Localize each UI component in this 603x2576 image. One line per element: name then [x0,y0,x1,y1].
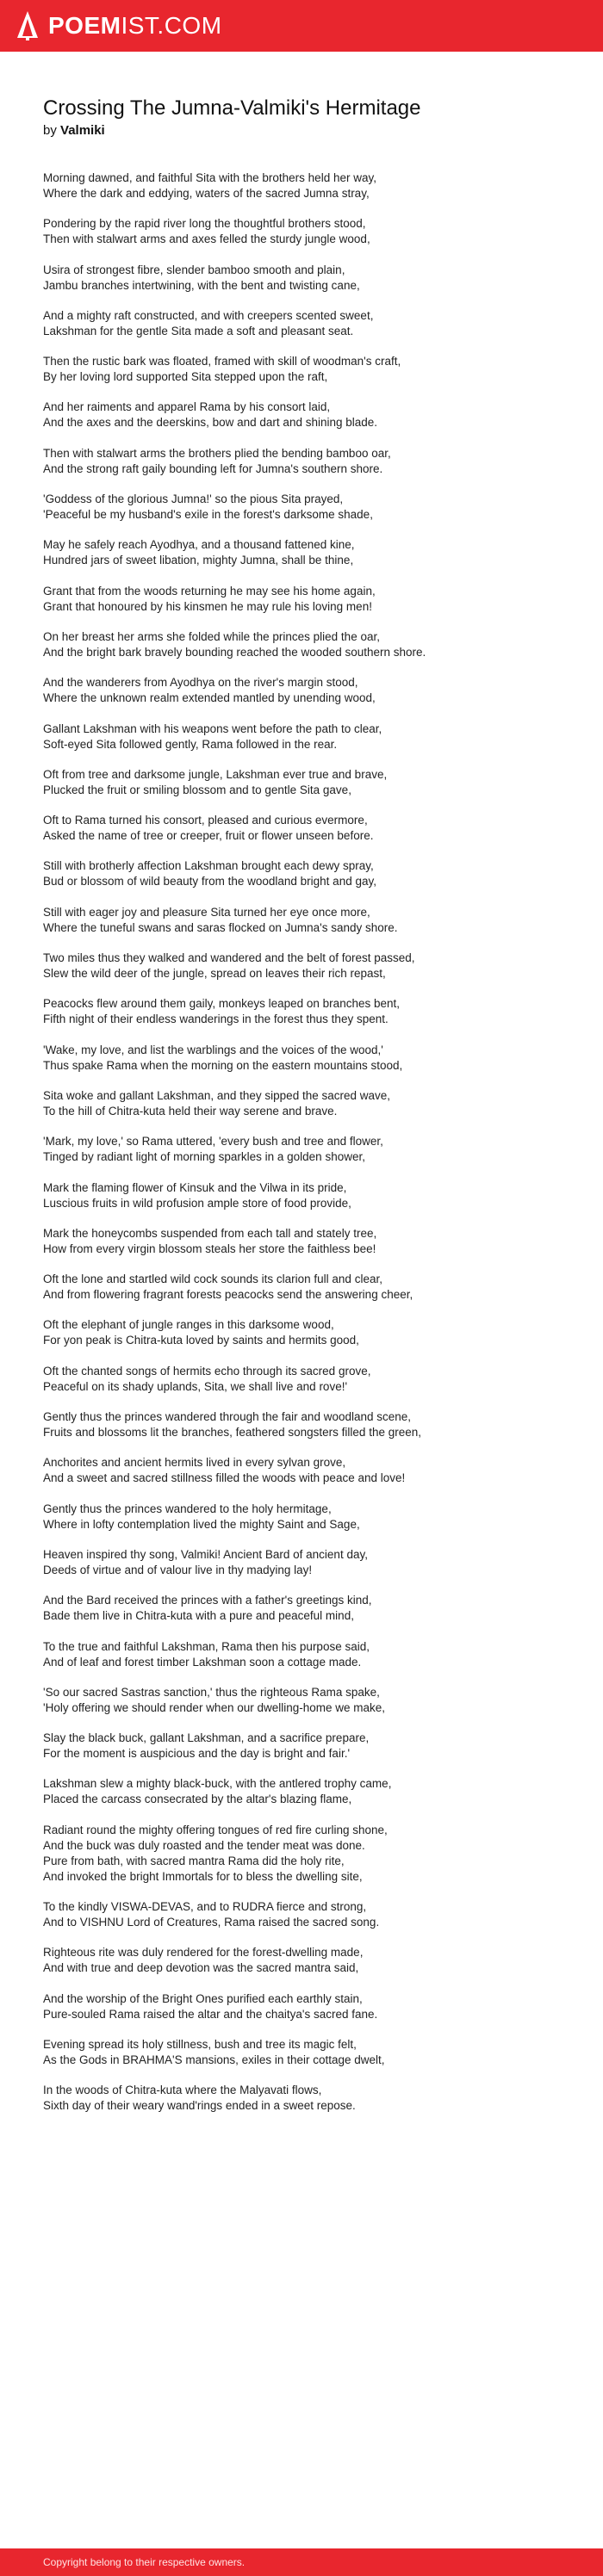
poem-line: And of leaf and forest timber Lakshman soon a cottage made. [43,1655,362,1669]
byline [43,122,560,139]
quill-logo-icon [16,10,40,41]
poem-line: Fifth night of their endless wanderings in the forest thus they spent. [43,1012,389,1026]
poem-line: And to VISHNU Lord of Creatures, Rama raised the sacred song. [43,1915,380,1929]
poem-line: Heaven inspired thy song, Valmiki! Ancient Bard of ancient day, [43,1547,368,1561]
poem-line: Oft from tree and darksome jungle, Lakshman ever true and brave, [43,767,388,781]
stanza [43,721,560,752]
poem-line: Then with stalwart arms the brothers plied the bending bamboo oar, [43,446,391,460]
poem-body [43,170,560,2114]
poem-author[interactable]: Valmiki [60,123,105,138]
poem-line: Slew the wild deer of the jungle, spread on leaves their rich repast, [43,967,386,981]
stanza [43,1226,560,1257]
poem-line: Tinged by radiant light of morning sparkles in a golden shower, [43,1150,365,1164]
poem-line: Soft-eyed Sita followed gently, Rama followed in the rear. [43,737,338,751]
poem-line: And the Bard received the princes with a father's greetings kind, [43,1594,372,1607]
poem-line: And the worship of the Bright Ones purified each earthly stain, [43,1991,363,2005]
stanza [43,813,560,844]
poem-line: To the hill of Chitra-kuta held their way serene and brave. [43,1104,338,1118]
poem-line: Jambu branches intertwining, with the bent and twisting cane, [43,278,360,292]
poem-line: Still with brotherly affection Lakshman brought each dewy spray, [43,859,374,873]
stanza [43,1455,560,1486]
poem-line: And a mighty raft constructed, and with creepers scented sweet, [43,308,374,322]
poem-line: Grant that from the woods returning he may see his home again, [43,584,376,598]
poem-line: For the moment is auspicious and the day is bright and fair.' [43,1747,351,1761]
poem-line: Hundred jars of sweet libation, mighty Jumna, shall be thine, [43,554,354,567]
stanza [43,996,560,1027]
poem-line: 'So our sacred Sastras sanction,' thus the righteous Rama spake, [43,1685,380,1699]
stanza [43,1364,560,1395]
poem-line: Fruits and blossoms lit the branches, feathered songsters filled the green, [43,1426,421,1440]
stanza [43,1899,560,1930]
poem-line: Gently thus the princes wandered to the holy hermitage, [43,1502,332,1515]
poem-line: And the axes and the deerskins, bow and dart and shining blade. [43,416,378,430]
stanza [43,2083,560,2114]
poem-line: Then with stalwart arms and axes felled the sturdy jungle wood, [43,232,370,246]
poem-line: Gently thus the princes wandered through the fair and woodland scene, [43,1410,412,1424]
poem-line: Oft the chanted songs of hermits echo through its sacred grove, [43,1364,371,1378]
poem-line: Where the unknown realm extended mantled by unending wood, [43,691,376,705]
poem-line: And the wanderers from Ayodhya on the river's margin stood, [43,676,358,690]
poem-line: Anchorites and ancient hermits lived in every sylvan grove, [43,1456,346,1470]
stanza [43,492,560,523]
stanza [43,951,560,981]
poem-line: To the kindly VISWA-DEVAS, and to RUDRA fierce and strong, [43,1899,367,1913]
header-bar [0,0,603,52]
poem-line: And the buck was duly roasted and the tender meat was done. [43,1838,365,1852]
poem-line: Then the rustic bark was floated, framed with skill of woodman's craft, [43,355,401,368]
poem-line: 'Peaceful be my husband's exile in the forest's darksome shade, [43,508,373,522]
stanza [43,537,560,568]
stanza [43,1502,560,1533]
poem-line: Plucked the fruit or smiling blossom and to gentle Sita gave, [43,783,351,796]
poem-line: By her loving lord supported Sita stepped upon the raft, [43,370,328,384]
stanza [43,170,560,201]
poem-line: Where the dark and eddying, waters of the sacred Jumna stray, [43,187,370,200]
poem-line: Morning dawned, and faithful Sita with the brothers held her way, [43,171,376,184]
poem-line: Sita woke and gallant Lakshman, and they sipped the sacred wave, [43,1088,391,1102]
stanza [43,629,560,660]
site-name-light: IST.COM [121,12,222,39]
stanza [43,1317,560,1348]
stanza [43,1776,560,1807]
poem-line: 'Mark, my love,' so Rama uttered, 'every bush and tree and flower, [43,1135,383,1149]
poem-line: Two miles thus they walked and wandered and the belt of forest passed, [43,951,415,965]
poem-line: Still with eager joy and pleasure Sita turned her eye once more, [43,905,370,919]
poem-line: Deeds of virtue and of valour live in thy madying lay! [43,1563,313,1576]
poem-line: For yon peak is Chitra-kuta loved by saints and hermits good, [43,1334,359,1347]
stanza [43,1043,560,1074]
poem-line: Evening spread its holy stillness, bush and tree its magic felt, [43,2037,357,2051]
stanza [43,1945,560,1976]
poem-line: Placed the carcass consecrated by the altar's blazing flame, [43,1793,352,1806]
poem-line: Slay the black buck, gallant Lakshman, and a sacrifice prepare, [43,1731,370,1745]
poem-line: As the Gods in BRAHMA'S mansions, exiles in their cottage dwelt, [43,2053,385,2066]
poem-line: Righteous rite was duly rendered for the forest-dwelling made, [43,1946,364,1960]
stanza [43,263,560,294]
stanza [43,1409,560,1440]
stanza [43,1823,560,1885]
poem-line: 'Goddess of the glorious Jumna!' so the pious Sita prayed, [43,492,344,506]
poem-line: To the true and faithful Lakshman, Rama then his purpose said, [43,1639,370,1653]
poem-title: Crossing The Jumna-Valmiki's Hermitage [43,96,421,120]
poem-line: 'Wake, my love, and list the warblings and the voices of the wood,' [43,1043,383,1056]
stanza [43,1731,560,1762]
poem-line: And her raiments and apparel Rama by his consort laid, [43,400,331,414]
stanza [43,308,560,339]
stanza [43,1134,560,1165]
poem-line: Pure from bath, with sacred mantra Rama did the holy rite, [43,1854,345,1867]
poem-line: How from every virgin blossom steals her store the faithless bee! [43,1242,376,1255]
poem-line: Luscious fruits in wild profusion ample store of food provide, [43,1196,351,1210]
poem-line: Lakshman slew a mighty black-buck, with the antlered trophy came, [43,1777,392,1791]
stanza [43,1593,560,1624]
stanza [43,354,560,385]
stanza [43,584,560,615]
poem-line: Pondering by the rapid river long the thoughtful brothers stood, [43,217,366,231]
poem-line: Where in lofty contemplation lived the mighty Saint and Sage, [43,1517,360,1531]
poem-line: And a sweet and sacred stillness filled the woods with peace and love! [43,1471,406,1485]
copyright-text: Copyright belong to their respective owners. [43,2556,246,2568]
stanza [43,2037,560,2068]
poem-line: And invoked the bright Immortals for to bless the dwelling site, [43,1869,363,1883]
poem-line: Thus spake Rama when the morning on the eastern mountains stood, [43,1058,403,1072]
poem-line: Sixth day of their weary wand'rings ended in a sweet repose. [43,2099,356,2113]
poem-line: Where the tuneful swans and saras flocked on Jumna's sandy shore. [43,920,398,934]
poem-line: Gallant Lakshman with his weapons went before the path to clear, [43,721,382,735]
stanza [43,1685,560,1716]
stanza [43,858,560,889]
poem-line: Oft the elephant of jungle ranges in this darksome wood, [43,1318,334,1332]
poem-line: Peacocks flew around them gaily, monkeys leaped on branches bent, [43,997,400,1011]
site-name [48,12,222,40]
poem-line: Bade them live in Chitra-kuta with a pure and peaceful mind, [43,1609,354,1623]
poem-line: Usira of strongest fibre, slender bamboo smooth and plain, [43,263,345,276]
poem-line: Peaceful on its shady uplands, Sita, we shall live and rove!' [43,1379,348,1393]
poem-line: And with true and deep devotion was the sacred mantra said, [43,1961,359,1975]
stanza [43,767,560,798]
site-logo[interactable] [16,10,222,41]
poem-line: Mark the honeycombs suspended from each tall and stately tree, [43,1226,377,1240]
poem-line: Lakshman for the gentle Sita made a soft and pleasant seat. [43,324,354,337]
poem-line: Grant that honoured by his kinsmen he may rule his loving men! [43,599,372,613]
poem-line: Asked the name of tree or creeper, fruit or flower unseen before. [43,829,374,843]
poem-line: Pure-souled Rama raised the altar and the chaitya's sacred fane. [43,2007,378,2021]
poem-line: And the bright bark bravely bounding reached the wooded southern shore. [43,645,426,659]
stanza [43,905,560,936]
stanza [43,675,560,706]
poem-line: Radiant round the mighty offering tongues of red fire curling shone, [43,1823,388,1836]
poem-line: Mark the flaming flower of Kinsuk and the Vilwa in its pride, [43,1180,347,1194]
stanza [43,216,560,247]
stanza [43,1180,560,1211]
poem-line: Oft to Rama turned his consort, pleased and curious evermore, [43,814,368,827]
poem-container [43,95,560,2128]
stanza [43,446,560,477]
poem-line: In the woods of Chitra-kuta where the Malyavati flows, [43,2084,322,2097]
stanza [43,1991,560,2022]
poem-line: And from flowering fragrant forests peacocks send the answering cheer, [43,1288,413,1302]
poem-line: On her breast her arms she folded while the princes plied the oar, [43,629,380,643]
poem-line: And the strong raft gaily bounding left for Jumna's southern shore. [43,461,383,475]
stanza [43,1272,560,1303]
byline-prefix: by [43,123,57,138]
poem-line: Oft the lone and startled wild cock sounds its clarion full and clear, [43,1273,382,1286]
site-name-bold: POEM [48,12,121,39]
poem-line: 'Holy offering we should render when our dwelling-home we make, [43,1700,386,1714]
footer-bar [0,2548,603,2576]
poem-line: Bud or blossom of wild beauty from the woodland bright and gay, [43,875,376,889]
stanza [43,1639,560,1670]
stanza [43,1088,560,1119]
stanza [43,399,560,430]
poem-line: May he safely reach Ayodhya, and a thousand fattened kine, [43,538,355,552]
stanza [43,1547,560,1578]
